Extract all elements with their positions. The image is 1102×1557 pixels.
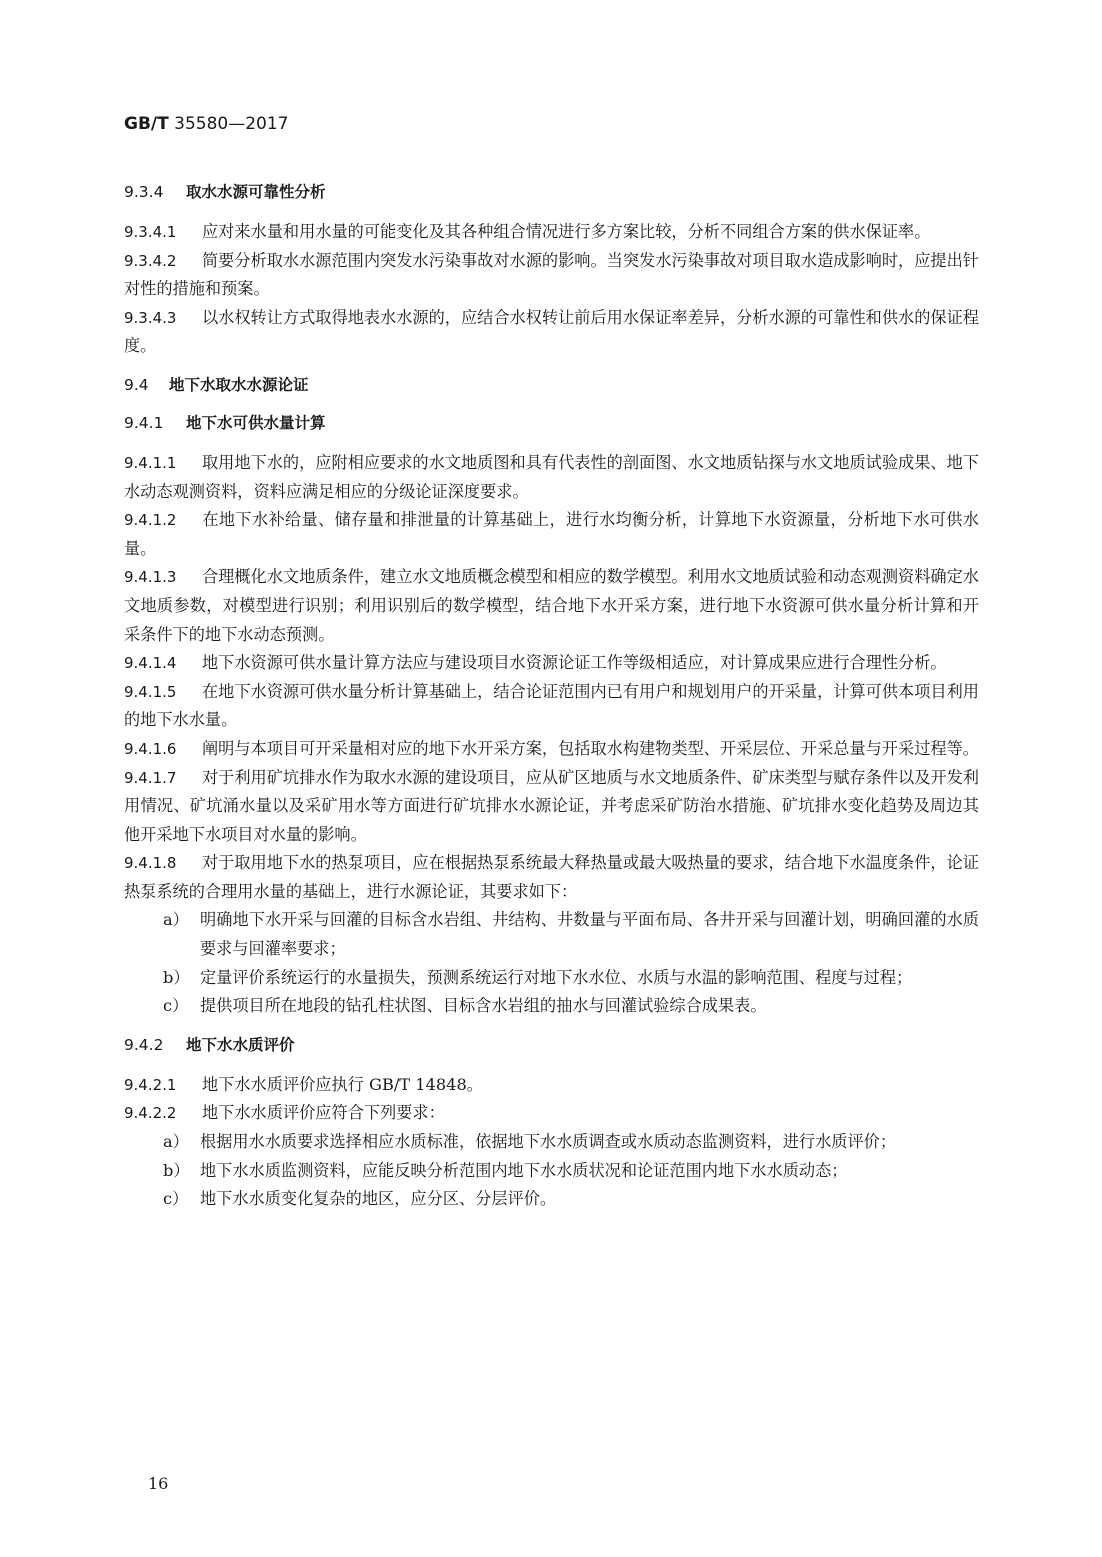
page-number: 16 bbox=[148, 1474, 169, 1493]
clause-9-4-1-5: 9.4.1.5 在地下水资源可供水量分析计算基础上，结合论证范围内已有用户和规划用户的开采量，计算可供本项目利用的地下水水量。 bbox=[124, 681, 979, 730]
clause-9-4-1-3: 9.4.1.3 合理概化水文地质条件，建立水文地质概念模型和相应的数学模型。利用水文地质试验和动态观测资料确定水文地质参数，对模型进行识别；利用识别后的数学模型，结合地下水开采方案，进行地下水资源可供水量分析计算和开采条件下的地下水动态预测。 bbox=[124, 567, 979, 644]
heading-9-3-4: 9.3.4 取水水源可靠性分析 bbox=[124, 183, 326, 201]
clause-9-3-4-2: 9.3.4.2 简要分析取水水源范围内突发水污染事故对水源的影响。当突发水污染事故对项目取水造成影响时，应提出针对性的措施和预案。 bbox=[124, 250, 979, 299]
clause-9-4-2-1: 9.4.2.1 地下水水质评价应执行 GB/T 14848。 bbox=[124, 1074, 483, 1094]
clause-9-3-4-1: 9.3.4.1 应对来水量和用水量的可能变化及其各种组合情况进行多方案比较，分析不同组合方案的供水保证率。 bbox=[124, 222, 931, 241]
list-item: b） 定量评价系统运行的水量损失，预测系统运行对地下水水位、水质与水温的影响范围、程度与过程； bbox=[163, 967, 913, 987]
list-item: a） 明确地下水开采与回灌的目标含水岩组、井结构、井数量与平面布局、各井开采与回灌计划，明确回灌的水质要求与回灌率要求； bbox=[163, 910, 979, 959]
clause-9-4-1-6: 9.4.1.6 阐明与本项目可开采量相对应的地下水开采方案，包括取水构建物类型、开采层位、开采总量与开采过程等。 bbox=[124, 738, 979, 758]
clause-9-4-1-8: 9.4.1.8 对于取用地下水的热泵项目，应在根据热泵系统最大释热量或最大吸热量的要求，结合地下水温度条件，论证热泵系统的合理用水量的基础上，进行水源论证，其要求如下： bbox=[124, 853, 979, 901]
clause-9-4-1-7: 9.4.1.7 对于利用矿坑排水作为取水水源的建设项目，应从矿区地质与水文地质条件、矿床类型与赋存条件以及开发利用情况、矿坑涌水量以及采矿用水等方面进行矿坑排水水源论证，并考虑采矿防治水措施、矿坑排水变化趋势及周边其他开采地下水项目对水量的影响。 bbox=[124, 767, 979, 844]
document-body bbox=[124, 180, 979, 1214]
heading-9-4-2: 9.4.2 地下水水质评价 bbox=[124, 1035, 295, 1054]
standard-code: 35580—2017 bbox=[174, 114, 289, 134]
clause-9-4-1-1: 9.4.1.1 取用地下水的，应附相应要求的水文地质图和具有代表性的剖面图、水文地质钻探与水文地质试验成果、地下水动态观测资料，资料应满足相应的分级论证深度要求。 bbox=[124, 452, 979, 501]
standard-number-header bbox=[124, 114, 288, 134]
clause-9-4-2-2: 9.4.2.2 地下水水质评价应符合下列要求： bbox=[124, 1103, 445, 1123]
clause-9-3-4-3: 9.3.4.3 以水权转让方式取得地表水水源的，应结合水权转让前后用水保证率差异，分析水源的可靠性和供水的保证程度。 bbox=[124, 307, 979, 356]
list-item: c） 地下水水质变化复杂的地区，应分区、分层评价。 bbox=[163, 1189, 557, 1209]
list-item: c） 提供项目所在地段的钻孔柱状图、目标含水岩组的抽水与回灌试验综合成果表。 bbox=[163, 996, 767, 1016]
list-item: a） 根据用水水质要求选择相应水质标准，依据地下水水质调查或水质动态监测资料，进行水质评价； bbox=[163, 1132, 897, 1152]
heading-9-4: 9.4 地下水取水水源论证 bbox=[124, 375, 309, 394]
list-item: b） 地下水水质监测资料，应能反映分析范围内地下水水质状况和论证范围内地下水水质动态； bbox=[163, 1160, 848, 1180]
standard-prefix: GB/T bbox=[124, 114, 169, 134]
heading-9-4-1: 9.4.1 地下水可供水量计算 bbox=[124, 413, 326, 432]
clause-9-4-1-4: 9.4.1.4 地下水资源可供水量计算方法应与建设项目水资源论证工作等级相适应，对计算成果应进行合理性分析。 bbox=[124, 653, 947, 673]
clause-9-4-1-2: 9.4.1.2 在地下水补给量、储存量和排泄量的计算基础上，进行水均衡分析，计算地下水资源量，分析地下水可供水量。 bbox=[124, 510, 979, 558]
